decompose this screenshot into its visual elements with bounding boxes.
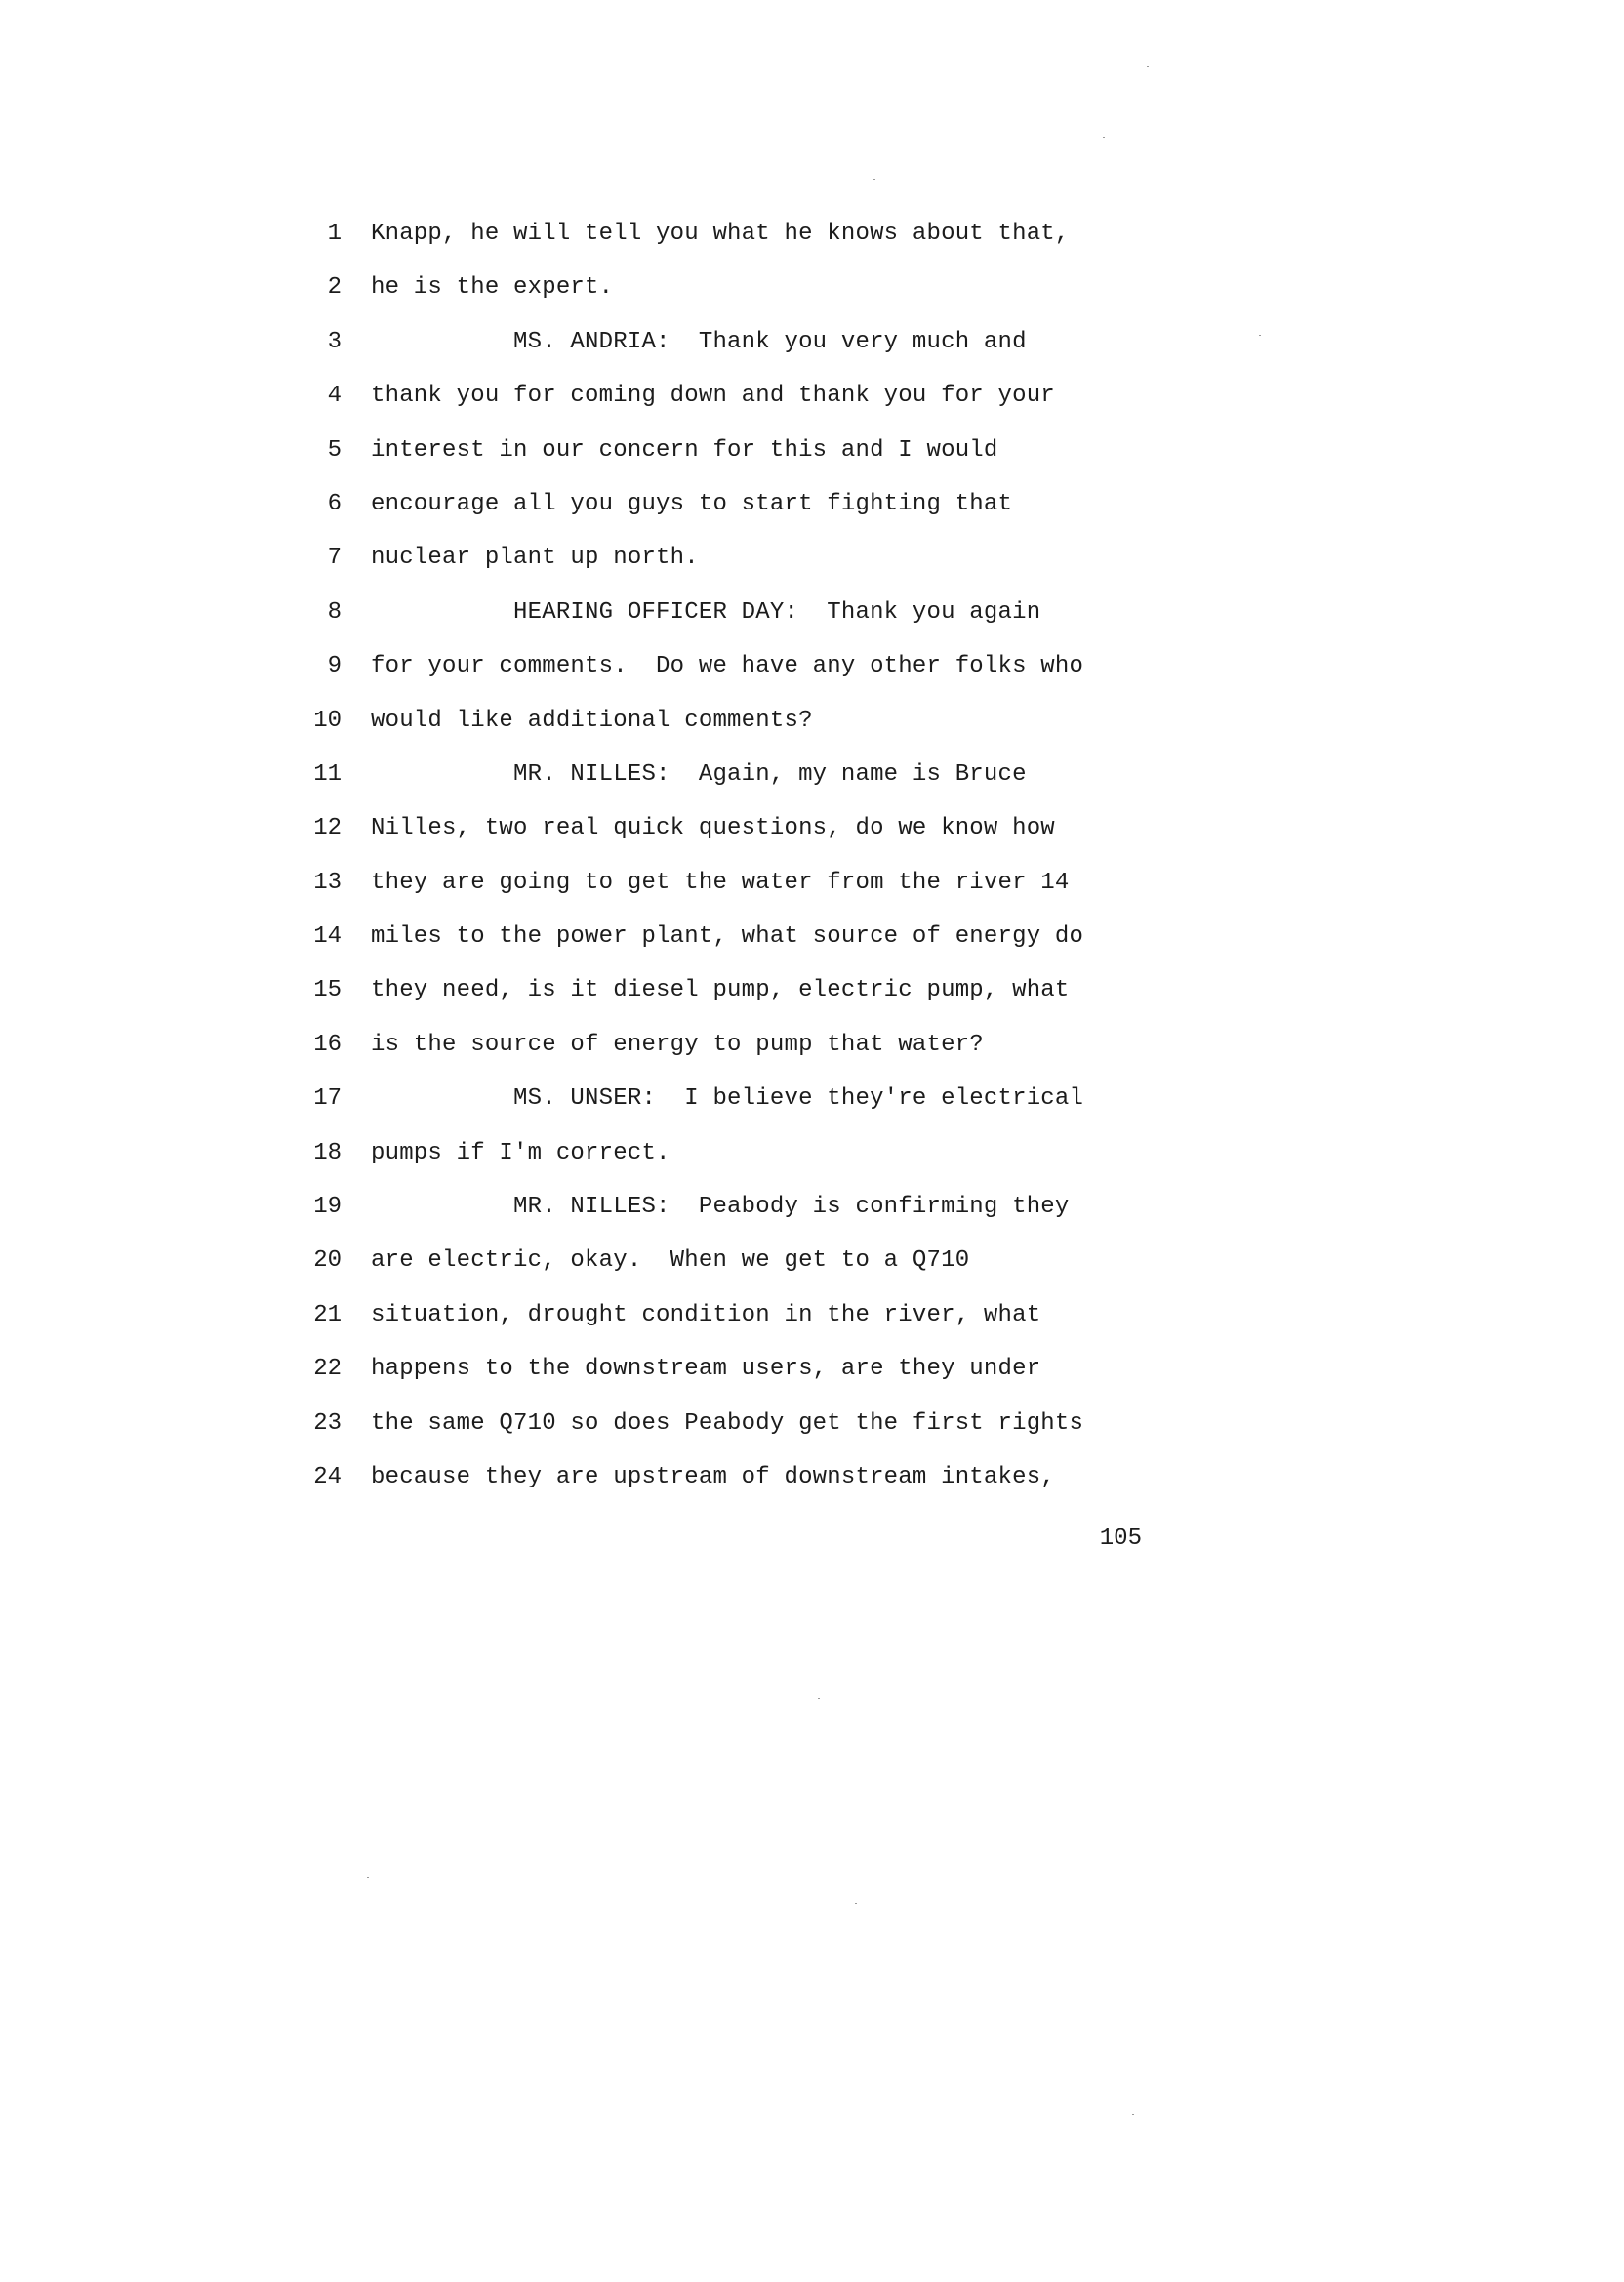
transcript-body [293, 220, 1171, 1517]
transcript-line [293, 976, 1171, 1030]
line-text: because they are upstream of downstream intakes, [371, 1463, 1055, 1490]
line-text: MR. NILLES: Peabody is confirming they [371, 1194, 1070, 1221]
line-number: 10 [313, 707, 342, 734]
line-text: HEARING OFFICER DAY: Thank you again [371, 598, 1041, 626]
line-number: 15 [313, 977, 342, 1004]
line-number: 20 [313, 1247, 342, 1275]
line-number: 17 [313, 1085, 342, 1113]
line-text: pumps if I'm correct. [371, 1139, 670, 1166]
line-number: 7 [327, 545, 342, 572]
transcript-line [293, 1193, 1171, 1246]
transcript-line [293, 1409, 1171, 1463]
transcript-line [293, 436, 1171, 490]
line-number: 22 [313, 1356, 342, 1383]
transcript-line [293, 220, 1171, 273]
transcript-line [293, 598, 1171, 652]
transcript-line [293, 922, 1171, 976]
line-text: he is the expert. [371, 274, 614, 302]
line-number: 21 [313, 1301, 342, 1328]
transcript-line [293, 760, 1171, 814]
scan-speck [1147, 66, 1149, 67]
scan-speck [855, 1903, 857, 1904]
transcript-line [293, 544, 1171, 597]
line-text: MR. NILLES: Again, my name is Bruce [371, 760, 1027, 788]
line-number: 16 [313, 1031, 342, 1058]
line-text: MS. ANDRIA: Thank you very much and [371, 328, 1027, 355]
transcript-line [293, 490, 1171, 544]
transcript-line [293, 1084, 1171, 1138]
line-text: thank you for coming down and thank you for your [371, 383, 1055, 410]
transcript-line [293, 1463, 1171, 1517]
transcript-line [293, 1246, 1171, 1300]
transcript-line [293, 652, 1171, 706]
scan-speck [367, 1877, 369, 1878]
line-text: nuclear plant up north. [371, 545, 699, 572]
transcript-line [293, 1031, 1171, 1084]
line-number: 1 [327, 221, 342, 247]
page-number: 105 [1099, 1526, 1142, 1552]
transcript-line [293, 707, 1171, 760]
line-number: 8 [327, 598, 342, 626]
scan-speck [818, 1698, 820, 1699]
line-text: happens to the downstream users, are they under [371, 1356, 1041, 1383]
line-number: 19 [313, 1194, 342, 1221]
transcript-line [293, 1139, 1171, 1193]
scan-speck [1132, 2114, 1134, 2115]
transcript-line [293, 382, 1171, 435]
line-number: 23 [313, 1409, 342, 1437]
transcript-line [293, 273, 1171, 327]
line-text: are electric, okay. When we get to a Q710 [371, 1247, 970, 1275]
line-number: 13 [313, 869, 342, 896]
line-number: 5 [327, 436, 342, 464]
line-text: they are going to get the water from the river 14 [371, 869, 1070, 896]
line-text: is the source of energy to pump that water? [371, 1031, 984, 1058]
line-text: Knapp, he will tell you what he knows about that, [371, 221, 1070, 247]
scan-speck [1103, 137, 1105, 138]
transcript-line [293, 1301, 1171, 1355]
line-number: 4 [327, 383, 342, 410]
transcript-line [293, 869, 1171, 922]
line-number: 14 [313, 923, 342, 951]
transcript-line [293, 328, 1171, 382]
line-text: would like additional comments? [371, 707, 813, 734]
line-number: 11 [313, 760, 342, 788]
line-text: MS. UNSER: I believe they're electrical [371, 1085, 1084, 1113]
line-text: miles to the power plant, what source of energy do [371, 923, 1084, 951]
line-number: 18 [313, 1139, 342, 1166]
line-text: situation, drought condition in the river, what [371, 1301, 1041, 1328]
line-number: 2 [327, 274, 342, 302]
line-text: they need, is it diesel pump, electric pump, what [371, 977, 1070, 1004]
line-text: the same Q710 so does Peabody get the first rights [371, 1409, 1084, 1437]
line-text: encourage all you guys to start fighting that [371, 490, 1013, 517]
line-number: 24 [313, 1463, 342, 1490]
line-number: 12 [313, 815, 342, 842]
line-text: interest in our concern for this and I would [371, 436, 998, 464]
line-text: for your comments. Do we have any other folks who [371, 653, 1084, 680]
line-number: 9 [327, 653, 342, 680]
line-number: 6 [327, 490, 342, 517]
scan-speck [873, 179, 875, 180]
transcript-line [293, 1355, 1171, 1408]
scan-speck [1259, 335, 1261, 336]
transcript-line [293, 814, 1171, 868]
line-text: Nilles, two real quick questions, do we know how [371, 815, 1055, 842]
line-number: 3 [327, 328, 342, 355]
